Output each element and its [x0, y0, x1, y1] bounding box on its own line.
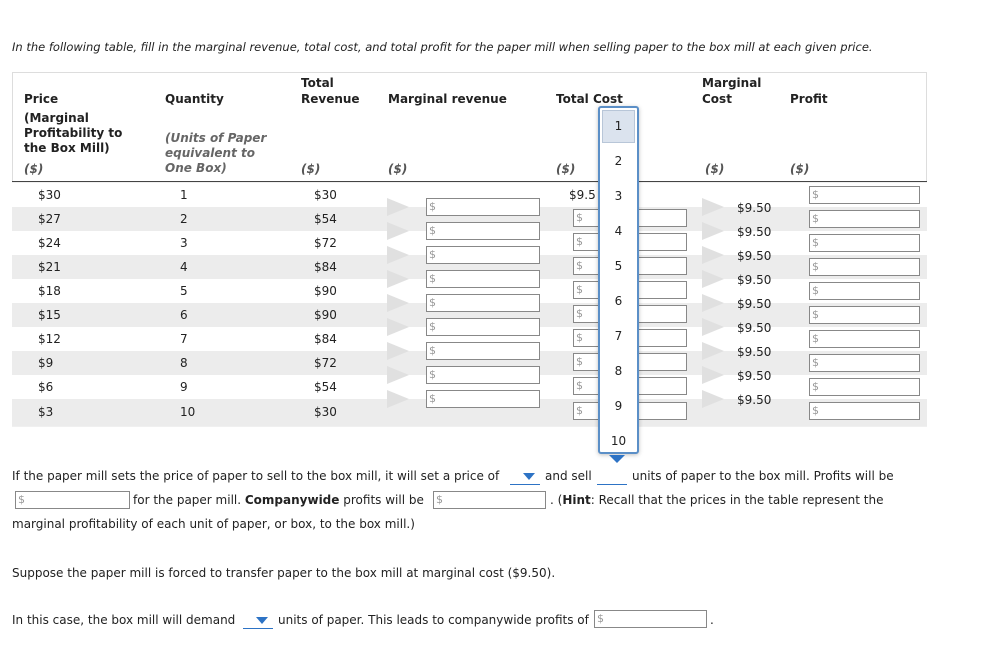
dropdown-option[interactable]: 6 — [614, 294, 623, 308]
marginal-revenue-input[interactable]: $ — [426, 342, 540, 360]
dropdown-option[interactable]: 1 — [614, 119, 623, 133]
price-cell: $6 — [38, 380, 54, 394]
question1-text-f: profits will be — [343, 493, 424, 507]
total-cost-input[interactable]: $ — [573, 233, 687, 251]
total-cost-input[interactable]: $ — [573, 209, 687, 227]
header-price-unit: ($) — [24, 162, 44, 176]
marginal-revenue-input[interactable]: $ — [426, 390, 540, 408]
question1-text-d-line — [133, 493, 424, 507]
marginal-cost-cell: $9.50 — [737, 249, 772, 263]
profit-input[interactable]: $ — [809, 282, 920, 300]
quantity-select[interactable] — [597, 470, 627, 486]
chevron-right-icon — [387, 222, 409, 240]
select-underline — [597, 484, 627, 485]
hint-open: . ( — [550, 493, 563, 507]
demand-select[interactable] — [243, 614, 273, 630]
profit-input[interactable]: $ — [809, 210, 920, 228]
header-profit-unit: ($) — [790, 162, 810, 176]
table-header-divider — [12, 181, 927, 182]
chevron-right-icon — [387, 198, 409, 216]
chevron-right-icon — [702, 270, 724, 288]
header-price: Price — [24, 92, 59, 106]
chevron-right-icon — [702, 390, 724, 408]
header-total-revenue-2: Revenue — [301, 92, 360, 106]
price-cell: $27 — [38, 212, 61, 226]
chevron-right-icon — [387, 270, 409, 288]
price-cell: $3 — [38, 405, 54, 419]
total-cost-input[interactable]: $ — [573, 402, 687, 420]
marginal-revenue-input[interactable]: $ — [426, 246, 540, 264]
chevron-right-icon — [387, 294, 409, 312]
hint-text: : Recall that the prices in the table represent the — [590, 493, 884, 507]
profit-input[interactable]: $ — [809, 234, 920, 252]
companywide-profit-input[interactable]: $ — [433, 491, 546, 509]
price-cell: $9 — [38, 356, 54, 370]
dropdown-option[interactable]: 5 — [614, 259, 623, 273]
total-cost-cell: $9.5 — [569, 188, 596, 202]
companywide-bold: Companywide — [244, 493, 340, 507]
total-cost-input[interactable]: $ — [573, 281, 687, 299]
quantity-cell: 2 — [180, 212, 188, 226]
hint-line — [550, 493, 884, 507]
quantity-cell: 5 — [180, 284, 188, 298]
dropdown-option[interactable]: 10 — [610, 434, 627, 448]
chevron-right-icon — [702, 294, 724, 312]
price-cell: $15 — [38, 308, 61, 322]
total-revenue-cell: $90 — [314, 308, 337, 322]
dropdown-option[interactable]: 3 — [614, 189, 623, 203]
select-underline — [243, 628, 273, 629]
header-price-sub-1: (Marginal — [24, 111, 89, 125]
header-quantity-sub-2: equivalent to — [165, 146, 255, 160]
marginal-cost-cell: $9.50 — [737, 297, 772, 311]
chevron-right-icon — [387, 342, 409, 360]
forced-companywide-profit-input[interactable]: $ — [594, 610, 707, 628]
chevron-right-icon — [702, 342, 724, 360]
dropdown-option[interactable]: 7 — [614, 329, 623, 343]
header-marginal-cost-unit: ($) — [705, 162, 725, 176]
marginal-cost-cell: $9.50 — [737, 273, 772, 287]
chevron-down-icon — [256, 617, 268, 624]
total-revenue-cell: $54 — [314, 380, 337, 394]
question2-text: Suppose the paper mill is forced to transfer paper to the box mill at marginal cost ($9.50). — [12, 566, 556, 580]
header-marginal-cost-1: Marginal — [702, 76, 762, 90]
marginal-cost-cell: $9.50 — [737, 321, 772, 335]
quantity-cell: 3 — [180, 236, 188, 250]
marginal-revenue-input[interactable]: $ — [426, 222, 540, 240]
marginal-revenue-input[interactable]: $ — [426, 318, 540, 336]
marginal-cost-cell: $9.50 — [737, 369, 772, 383]
header-total-cost-unit: ($) — [556, 162, 576, 176]
chevron-right-icon — [387, 246, 409, 264]
total-cost-input[interactable]: $ — [573, 329, 687, 347]
question1-text-a: If the paper mill sets the price of paper to sell to the box mill, it will set a price of — [12, 469, 500, 483]
header-total-revenue-1: Total — [301, 76, 334, 90]
question3-text-a: In this case, the box mill will demand — [12, 613, 236, 627]
profit-input[interactable]: $ — [809, 186, 920, 204]
marginal-revenue-input[interactable]: $ — [426, 270, 540, 288]
dropdown-option[interactable]: 9 — [614, 399, 623, 413]
total-revenue-cell: $54 — [314, 212, 337, 226]
header-price-sub-2: Profitability to — [24, 126, 123, 140]
profit-input[interactable]: $ — [809, 306, 920, 324]
marginal-revenue-input[interactable]: $ — [426, 366, 540, 384]
quantity-dropdown-list[interactable] — [598, 106, 639, 454]
header-total-cost: Total Cost — [556, 92, 623, 106]
total-cost-input[interactable]: $ — [573, 305, 687, 323]
marginal-cost-cell: $9.50 — [737, 201, 772, 215]
question1-text-d: for the paper mill. — [133, 493, 242, 507]
dropdown-option[interactable]: 8 — [614, 364, 623, 378]
profit-input[interactable]: $ — [809, 402, 920, 420]
marginal-cost-cell: $9.50 — [737, 225, 772, 239]
total-cost-input[interactable]: $ — [573, 257, 687, 275]
profit-input[interactable]: $ — [809, 330, 920, 348]
total-revenue-cell: $30 — [314, 405, 337, 419]
marginal-revenue-input[interactable]: $ — [426, 294, 540, 312]
chevron-right-icon — [387, 366, 409, 384]
header-quantity-sub-1: (Units of Paper — [165, 131, 267, 145]
price-cell: $18 — [38, 284, 61, 298]
paper-mill-profit-input[interactable]: $ — [15, 491, 130, 509]
price-cell: $30 — [38, 188, 61, 202]
total-cost-input[interactable]: $ — [573, 377, 687, 395]
header-total-revenue-unit: ($) — [301, 162, 321, 176]
quantity-cell: 10 — [180, 405, 196, 419]
total-revenue-cell: $72 — [314, 356, 337, 370]
question1-text-b: and sell — [545, 469, 592, 483]
dropdown-option[interactable]: 2 — [614, 154, 623, 168]
header-quantity-sub-3: One Box) — [165, 161, 227, 175]
header-marginal-revenue: Marginal revenue — [388, 92, 507, 106]
marginal-revenue-input[interactable]: $ — [426, 198, 540, 216]
quantity-cell: 8 — [180, 356, 188, 370]
total-revenue-cell: $72 — [314, 236, 337, 250]
question1-text-i: marginal profitability of each unit of paper, or box, to the box mill.) — [12, 517, 415, 531]
chevron-right-icon — [702, 366, 724, 384]
hint-bold: Hint — [562, 493, 591, 507]
header-marginal-cost-2: Cost — [702, 92, 732, 106]
header-quantity: Quantity — [165, 92, 224, 106]
chevron-right-icon — [702, 246, 724, 264]
chevron-right-icon — [702, 318, 724, 336]
chevron-right-icon — [702, 198, 724, 216]
quantity-cell: 9 — [180, 380, 188, 394]
chevron-down-icon — [523, 473, 535, 480]
header-marginal-revenue-unit: ($) — [388, 162, 408, 176]
chevron-right-icon — [387, 318, 409, 336]
instructions-text: In the following table, fill in the marginal revenue, total cost, and total profit for the paper mill when selling paper to the box mill at each given price. — [12, 40, 873, 54]
header-profit: Profit — [790, 92, 828, 106]
quantity-cell: 4 — [180, 260, 188, 274]
select-underline — [510, 484, 540, 485]
price-select[interactable] — [510, 470, 540, 486]
header-price-sub-3: the Box Mill) — [24, 141, 110, 155]
price-cell: $21 — [38, 260, 61, 274]
marginal-cost-cell: $9.50 — [737, 393, 772, 407]
chevron-down-icon[interactable] — [609, 455, 625, 463]
price-cell: $24 — [38, 236, 61, 250]
profit-input[interactable]: $ — [809, 258, 920, 276]
total-revenue-cell: $90 — [314, 284, 337, 298]
chevron-right-icon — [387, 390, 409, 408]
question1-text-c: units of paper to the box mill. Profits will be — [632, 469, 894, 483]
price-cell: $12 — [38, 332, 61, 346]
question3-text-c: . — [710, 613, 714, 627]
question3-text-b: units of paper. This leads to companywide profits of — [278, 613, 589, 627]
quantity-cell: 1 — [180, 188, 188, 202]
total-revenue-cell: $84 — [314, 332, 337, 346]
profit-input[interactable]: $ — [809, 354, 920, 372]
dropdown-option[interactable]: 4 — [614, 224, 623, 238]
total-cost-input[interactable]: $ — [573, 353, 687, 371]
profit-input[interactable]: $ — [809, 378, 920, 396]
chevron-right-icon — [702, 222, 724, 240]
total-revenue-cell: $30 — [314, 188, 337, 202]
marginal-cost-cell: $9.50 — [737, 345, 772, 359]
quantity-cell: 7 — [180, 332, 188, 346]
quantity-cell: 6 — [180, 308, 188, 322]
total-revenue-cell: $84 — [314, 260, 337, 274]
